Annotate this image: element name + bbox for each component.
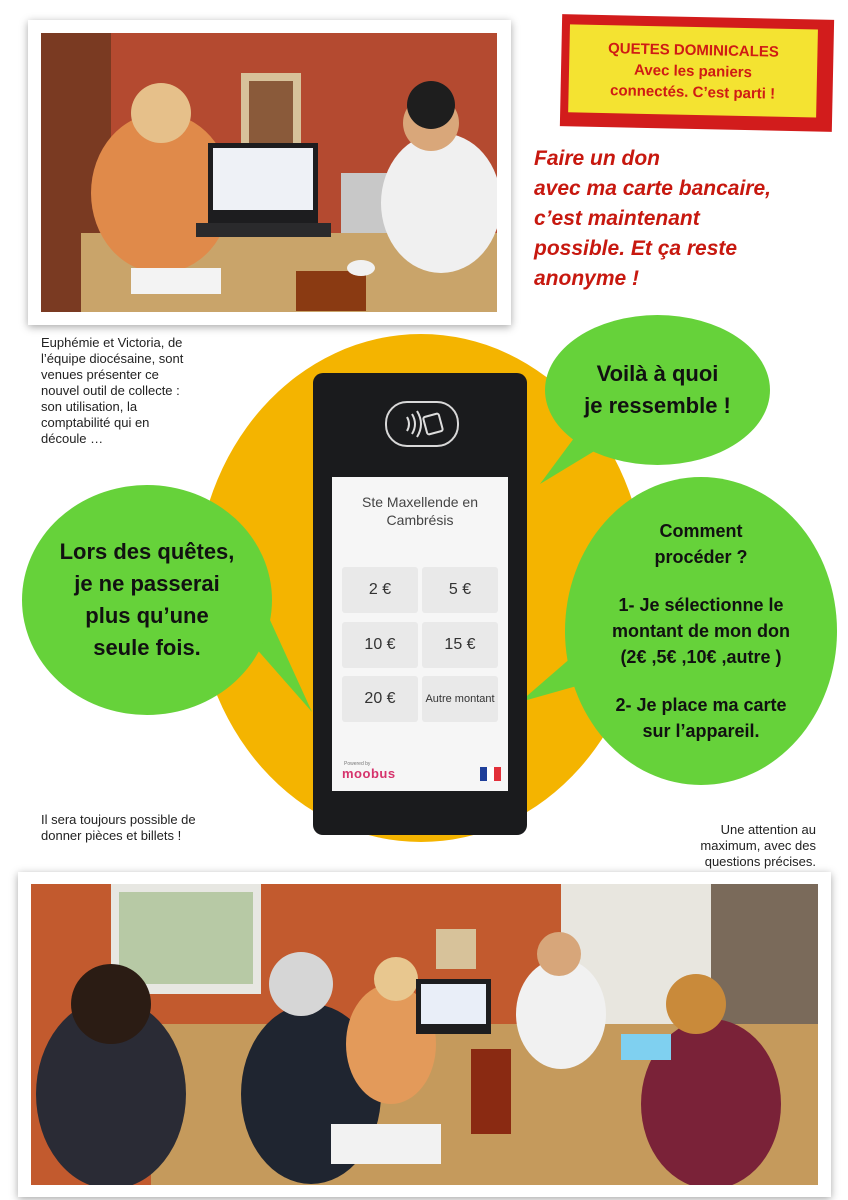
headline-line-2: avec ma carte bancaire,	[534, 177, 771, 200]
team-caption-line: son utilisation, la	[41, 399, 138, 414]
bubble-line: je ne passerai	[74, 571, 220, 596]
bubble-line: Voilà à quoi	[596, 361, 719, 386]
powered-by-label: Powered by	[344, 761, 371, 767]
team-caption-line: nouvel outil de collecte :	[41, 383, 180, 398]
attention-caption-line: maximum, avec des	[700, 838, 816, 853]
french-flag-icon[interactable]	[480, 767, 501, 781]
cash-caption-line: donner pièces et billets !	[41, 828, 182, 843]
bubble-spacer	[612, 570, 790, 592]
title-box-inner	[568, 24, 818, 117]
title-line-2: Avec les paniers	[633, 61, 753, 81]
bubble-line: Comment	[659, 521, 743, 541]
headline	[534, 144, 834, 294]
top-photo-frame	[28, 20, 511, 325]
cash-caption	[41, 812, 271, 844]
headline-line-4: possible. Et ça reste	[534, 237, 738, 260]
team-caption-line: venues présenter ce	[41, 367, 159, 382]
amount-button-15[interactable]: 15 €	[422, 622, 498, 668]
bubble-line: seule fois.	[93, 635, 201, 660]
attention-caption-line: questions précises.	[704, 854, 816, 869]
amount-button-5[interactable]: 5 €	[422, 567, 498, 613]
parish-name-line-1: Ste Maxellende en	[362, 494, 478, 510]
speech-bubble-appearance	[545, 315, 770, 465]
bubble-line: plus qu’une	[85, 603, 209, 628]
bubble-line: sur l’appareil.	[642, 721, 760, 741]
bubble-spacer	[612, 670, 790, 692]
bottom-photo	[31, 884, 818, 1185]
speech-bubble-how-to	[565, 477, 837, 785]
bubble-line: procéder ?	[654, 547, 748, 567]
bubble-line: montant de mon don	[612, 621, 790, 641]
bubble-line: 1- Je sélectionne le	[618, 595, 784, 615]
bubble-line: (2€ ,5€ ,10€ ,autre )	[620, 647, 782, 667]
brand-logo: moobus	[342, 766, 396, 781]
headline-line-1: Faire un don	[534, 147, 660, 170]
parish-name	[332, 493, 508, 529]
headline-line-5: anonyme !	[534, 267, 640, 290]
payment-terminal	[313, 373, 527, 835]
title-line-3: connectés. C’est parti !	[609, 81, 776, 103]
team-caption	[41, 335, 241, 447]
bubble-line: Lors des quêtes,	[59, 539, 235, 564]
title-line-1: QUETES DOMINICALES	[607, 39, 780, 61]
attention-caption-line: Une attention au	[720, 822, 816, 837]
bubble-line: je ressemble !	[584, 393, 731, 418]
top-photo	[41, 33, 497, 312]
team-caption-line: l’équipe diocésaine, sont	[41, 351, 184, 366]
cash-caption-line: Il sera toujours possible de	[41, 812, 196, 827]
speech-bubble-single-pass	[22, 485, 272, 715]
amount-button-10[interactable]: 10 €	[342, 622, 418, 668]
team-caption-line: découle …	[41, 431, 104, 446]
team-caption-line: comptabilité qui en	[41, 415, 150, 430]
bubble-line: 2- Je place ma carte	[615, 695, 787, 715]
parish-name-line-2: Cambrésis	[386, 512, 454, 528]
headline-line-3: c’est maintenant	[534, 207, 700, 230]
terminal-screen	[332, 477, 508, 791]
amount-button-20[interactable]: 20 €	[342, 676, 418, 722]
team-caption-line: Euphémie et Victoria, de	[41, 335, 183, 350]
amount-button-other[interactable]: Autre montant	[422, 676, 498, 722]
attention-caption	[640, 822, 816, 870]
bottom-photo-frame	[18, 872, 831, 1197]
amount-button-2[interactable]: 2 €	[342, 567, 418, 613]
title-box	[560, 14, 834, 132]
contactless-icon	[385, 401, 459, 447]
